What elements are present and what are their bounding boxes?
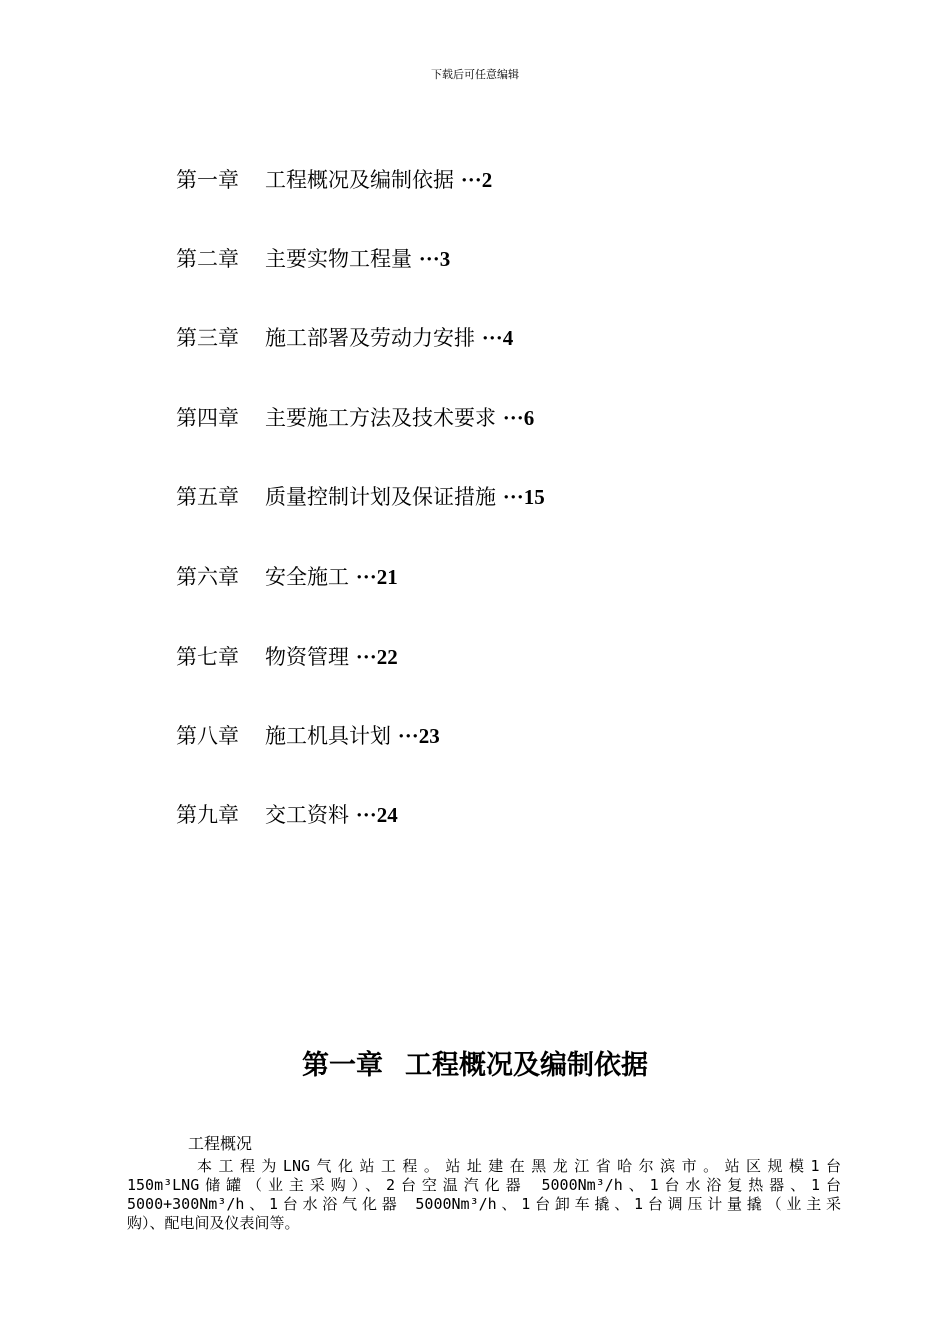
toc-chapter-number: 第五章 [176,485,239,509]
toc-chapter-title: 工程概况及编制依据 [265,168,454,192]
toc-leader-dots: ··· [355,565,377,589]
toc-chapter-title: 主要实物工程量 [265,247,412,271]
toc-page-number: 22 [376,645,398,669]
paragraph-line: 本工程为LNG气化站工程。站址建在黑龙江省哈尔滨市。站区规模1台 [197,1157,841,1175]
toc-entry[interactable] [176,320,766,356]
toc-leader-dots: ··· [502,485,524,509]
toc-chapter-title: 交工资料 [265,803,349,827]
chapter-heading-title: 工程概况及编制依据 [405,1050,648,1081]
toc-entry[interactable] [176,479,766,515]
toc-chapter-number: 第八章 [176,724,239,748]
body-paragraph [127,1157,841,1233]
section-label: 工程概况 [188,1134,253,1153]
toc-page-number: 24 [376,803,398,827]
toc-entry[interactable] [176,639,766,675]
toc-leader-dots: ··· [355,803,377,827]
toc-chapter-number: 第九章 [176,803,239,827]
toc-page-number: 23 [418,724,440,748]
toc-chapter-title: 质量控制计划及保证措施 [265,485,496,509]
toc-leader-dots: ··· [460,168,482,192]
toc-page-number: 21 [376,565,398,589]
toc-chapter-title: 主要施工方法及技术要求 [265,406,496,430]
toc-chapter-title: 施工机具计划 [265,724,391,748]
chapter-heading [0,1044,950,1088]
paragraph-line: 150m³LNG储罐（业主采购）、2台空温汽化器 5000Nm³/h、1台水浴复热器、1台 [127,1176,841,1194]
toc-chapter-number: 第三章 [176,326,239,350]
toc-chapter-number: 第二章 [176,247,239,271]
toc-leader-dots: ··· [481,326,503,350]
toc-page-number: 6 [523,406,535,430]
toc-chapter-number: 第四章 [176,406,239,430]
toc-leader-dots: ··· [502,406,524,430]
toc-leader-dots: ··· [355,645,377,669]
toc-leader-dots: ··· [418,247,440,271]
toc-page-number: 3 [439,247,451,271]
paragraph-line: 5000+300Nm³/h、1台水浴气化器 5000Nm³/h、1台卸车撬、1台调压计量撬（业主采 [127,1195,841,1213]
toc-page-number: 4 [502,326,514,350]
toc-entry[interactable] [176,718,766,754]
toc-entry[interactable] [176,162,766,198]
toc-chapter-number: 第六章 [176,565,239,589]
chapter-heading-number: 第一章 [302,1050,383,1081]
toc-chapter-title: 物资管理 [265,645,349,669]
toc-chapter-number: 第七章 [176,645,239,669]
toc-page-number: 15 [523,485,545,509]
toc-page-number: 2 [481,168,493,192]
toc-entry[interactable] [176,241,766,277]
toc-entry[interactable] [176,797,766,833]
page-header: 下载后可任意编辑 [431,68,519,81]
toc-chapter-title: 施工部署及劳动力安排 [265,326,475,350]
toc-entry[interactable] [176,400,766,436]
toc-entry[interactable] [176,559,766,595]
toc-leader-dots: ··· [397,724,419,748]
toc-chapter-title: 安全施工 [265,565,349,589]
paragraph-line: 购）、配电间及仪表间等。 [127,1214,300,1232]
toc-chapter-number: 第一章 [176,168,239,192]
